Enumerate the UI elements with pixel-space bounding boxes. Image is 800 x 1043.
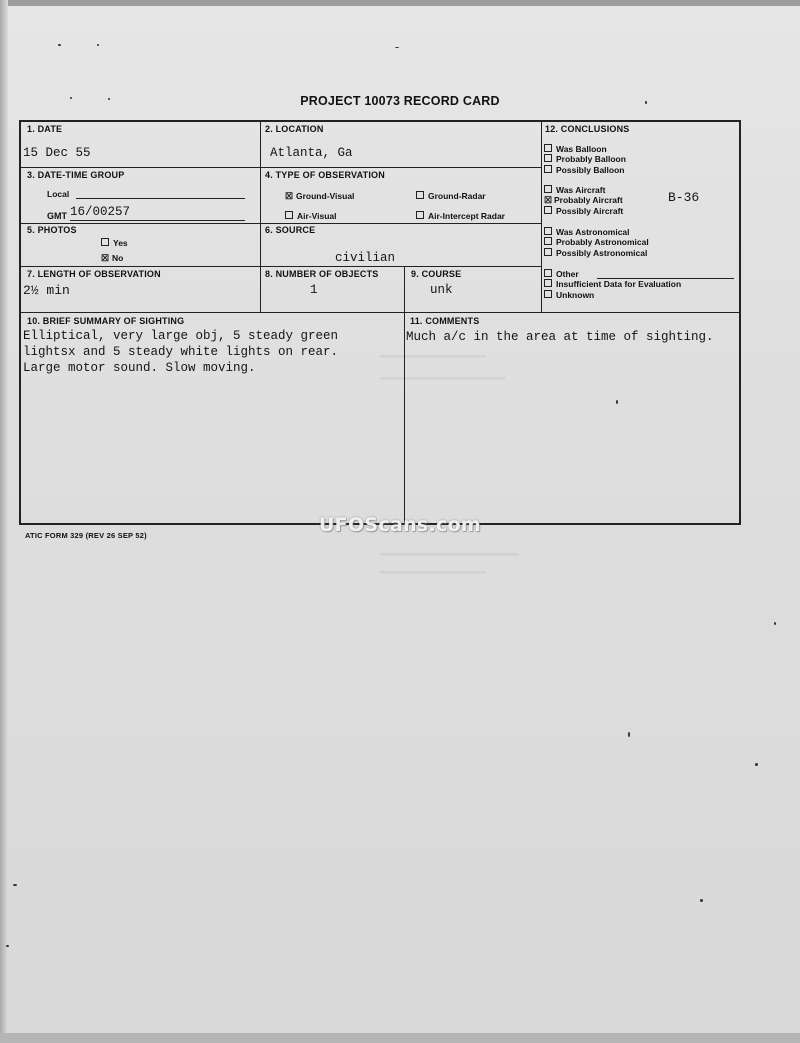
- checkbox-icon: [416, 211, 424, 219]
- divider: [21, 266, 541, 267]
- other-field: [597, 278, 734, 279]
- length-of-observation-label: 7. LENGTH OF OBSERVATION: [27, 269, 161, 279]
- checkbox-icon: [101, 238, 109, 246]
- source-value: civilian: [335, 251, 396, 265]
- scan-speck: [108, 98, 110, 100]
- conclusions-group-astronomical: [544, 227, 649, 258]
- checkbox-icon: [544, 165, 552, 173]
- scan-speck: [628, 732, 630, 737]
- option-ground-radar: Ground-Radar: [416, 191, 486, 201]
- source-label: 6. SOURCE: [265, 225, 316, 235]
- bleed-through: ▬▬▬▬▬▬▬▬▬▬▬▬▬▬▬▬: [380, 566, 486, 578]
- number-of-objects-value: 1: [310, 283, 318, 297]
- summary-line: Elliptical, very large obj, 5 steady green: [23, 329, 339, 343]
- comments-label: 11. COMMENTS: [410, 316, 480, 326]
- checked-box-icon: ☒: [101, 253, 110, 263]
- scan-speck: [70, 97, 72, 99]
- divider: [541, 122, 542, 312]
- checkbox-icon: [544, 206, 552, 214]
- conclusion-possibly-balloon: Possibly Balloon: [544, 165, 626, 175]
- type-of-observation-label: 4. TYPE OF OBSERVATION: [265, 170, 385, 180]
- scan-speck: [774, 622, 776, 625]
- checkbox-icon: [544, 279, 552, 287]
- scan-bottom-edge: [0, 1033, 800, 1043]
- course-value: unk: [430, 283, 453, 297]
- checkbox-icon: [544, 269, 552, 277]
- checkbox-icon: [544, 154, 552, 162]
- option-photos-no: ☒ No: [101, 253, 124, 263]
- bleed-through: ▬▬▬▬▬▬▬▬▬▬▬▬▬▬▬▬: [380, 350, 486, 362]
- checked-box-icon: ☒: [544, 195, 553, 206]
- checkbox-icon: [285, 211, 293, 219]
- conclusion-insufficient-data: Insufficient Data for Evaluation: [544, 279, 681, 289]
- summary-line: Large motor sound. Slow moving.: [23, 361, 256, 375]
- gmt-label: GMT: [47, 211, 67, 221]
- scan-speck: [97, 44, 99, 46]
- course-label: 9. COURSE: [411, 269, 462, 279]
- checkbox-icon: [544, 237, 552, 245]
- bleed-through: ▬▬▬▬▬▬▬▬▬▬▬▬▬▬▬▬▬▬▬: [380, 372, 506, 384]
- date-label: 1. DATE: [27, 124, 63, 134]
- scan-speck: [700, 899, 703, 902]
- summary-label: 10. BRIEF SUMMARY OF SIGHTING: [27, 316, 185, 326]
- conclusion-was-balloon: Was Balloon: [544, 144, 626, 154]
- conclusion-possibly-astronomical: Possibly Astronomical: [544, 248, 649, 258]
- aircraft-note: B-36: [668, 190, 700, 205]
- local-time-label: Local: [47, 189, 70, 199]
- divider: [21, 223, 541, 224]
- conclusions-group-other: [544, 269, 681, 300]
- conclusions-group-aircraft: [544, 185, 623, 216]
- conclusion-probably-balloon: Probably Balloon: [544, 154, 626, 164]
- conclusion-possibly-aircraft: Possibly Aircraft: [544, 206, 623, 216]
- conclusion-unknown: Unknown: [544, 290, 681, 300]
- scan-speck: [58, 44, 61, 46]
- conclusion-was-astronomical: Was Astronomical: [544, 227, 649, 237]
- option-air-intercept-radar: Air-Intercept Radar: [416, 211, 505, 221]
- divider: [21, 312, 739, 313]
- date-value: 15 Dec 55: [23, 146, 91, 160]
- option-ground-visual: ☒ Ground-Visual: [285, 191, 355, 201]
- checkbox-icon: [416, 191, 424, 199]
- location-value: Atlanta, Ga: [270, 146, 353, 160]
- conclusion-other: Other: [544, 269, 681, 279]
- conclusions-label: 12. CONCLUSIONS: [545, 124, 630, 134]
- conclusion-probably-astronomical: Probably Astronomical: [544, 237, 649, 247]
- divider: [404, 266, 405, 312]
- card-title: PROJECT 10073 RECORD CARD: [300, 94, 500, 108]
- comments-value: Much a/c in the area at time of sighting.: [406, 330, 714, 344]
- conclusions-group-balloon: [544, 144, 626, 175]
- photos-label: 5. PHOTOS: [27, 225, 77, 235]
- form-number: ATIC FORM 329 (REV 26 SEP 52): [25, 531, 147, 540]
- divider: [21, 167, 541, 168]
- divider: [260, 122, 261, 312]
- conclusion-was-aircraft: Was Aircraft: [544, 185, 623, 195]
- scan-speck: [616, 400, 618, 404]
- scan-top-edge: [0, 0, 800, 6]
- number-of-objects-label: 8. NUMBER OF OBJECTS: [265, 269, 379, 279]
- checkbox-icon: [544, 227, 552, 235]
- local-time-field: [76, 198, 245, 199]
- date-time-group-label: 3. DATE-TIME GROUP: [27, 170, 125, 180]
- checked-box-icon: ☒: [285, 191, 294, 201]
- divider: [404, 312, 405, 523]
- scan-speck: [645, 101, 647, 104]
- checkbox-icon: [544, 144, 552, 152]
- checkbox-icon: [544, 290, 552, 298]
- scan-speck: [755, 763, 758, 766]
- length-of-observation-value: 2½ min: [23, 283, 70, 298]
- option-air-visual: Air-Visual: [285, 211, 337, 221]
- checkbox-icon: [544, 248, 552, 256]
- gmt-value: 16/00257: [70, 205, 131, 219]
- watermark: UFOScans.com: [318, 514, 482, 536]
- scan-speck: [395, 47, 399, 48]
- location-label: 2. LOCATION: [265, 124, 324, 134]
- option-photos-yes: Yes: [101, 238, 128, 248]
- scan-speck: [6, 945, 9, 947]
- conclusion-probably-aircraft: ☒ Probably Aircraft: [544, 195, 623, 206]
- scan-speck: [13, 884, 17, 886]
- gmt-field: [70, 220, 245, 221]
- checkbox-icon: [544, 185, 552, 193]
- bleed-through: ▬▬▬▬▬▬▬▬▬▬▬▬▬▬▬▬▬▬▬▬▬: [380, 548, 519, 560]
- summary-line: lightsx and 5 steady white lights on rear.: [23, 345, 339, 359]
